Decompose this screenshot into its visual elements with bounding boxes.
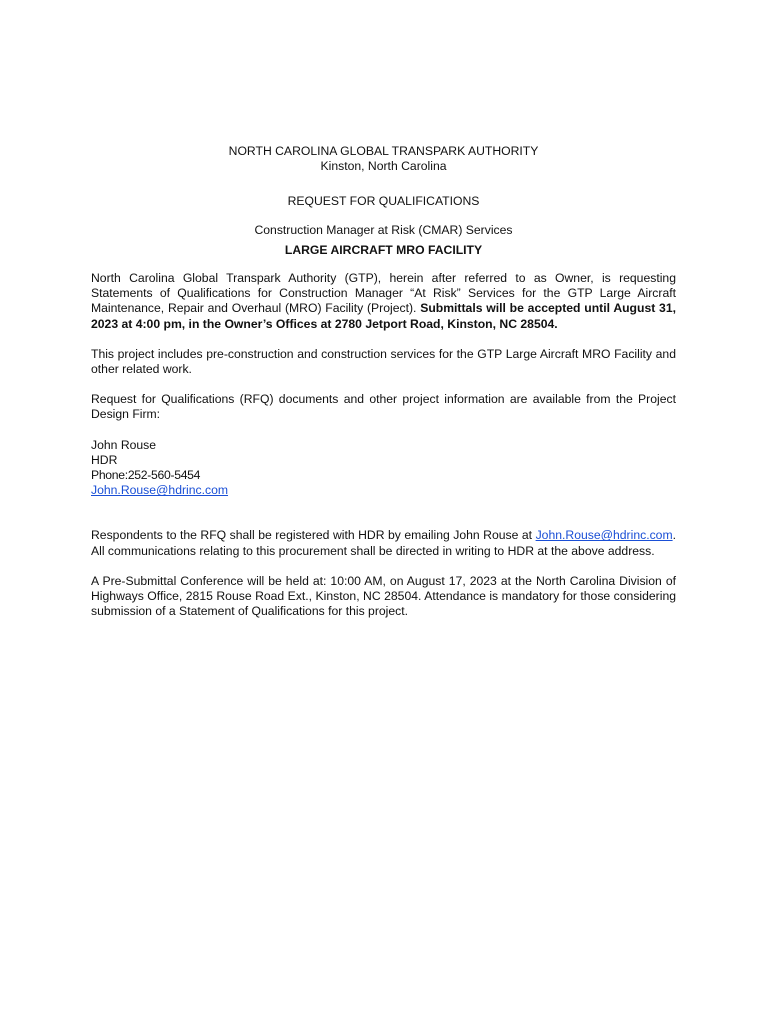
paragraph-invitation bbox=[91, 271, 676, 332]
paragraph-registration-text: Respondents to the RFQ shall be registered with HDR by emailing John Rouse at bbox=[91, 528, 533, 543]
document-body bbox=[91, 144, 676, 619]
services-line: Construction Manager at Risk (CMAR) Services bbox=[254, 222, 513, 237]
paragraph-invitation-text: North Carolina Global Transpark Authority (GTP), herein after referred to as Owner, is requesting Statements of Qualifications for Construction Manager “At Risk” Services for the GTP Large Aircraft Maintenance, Repair and Overhaul (MRO) Facility (Project). bbox=[91, 271, 676, 316]
contact-company: HDR bbox=[91, 452, 118, 467]
contact-name: John Rouse bbox=[91, 437, 157, 452]
paragraph-rfq-availability: Request for Qualifications (RFQ) documents and other project information are available from the Project Design Firm: bbox=[91, 392, 676, 422]
project-title: LARGE AIRCRAFT MRO FACILITY bbox=[284, 242, 483, 257]
submittal-deadline: Submittals will be accepted until August 31, 2023 at 4:00 pm, in the Owner’s Offices at 2780 Jetport Road, Kinston, NC 28504. bbox=[91, 301, 676, 331]
registration-email-link[interactable]: John.Rouse@hdrinc.com bbox=[535, 528, 673, 543]
contact-block bbox=[91, 438, 676, 499]
paragraph-scope: This project includes pre-construction and construction services for the GTP Large Aircraft MRO Facility and other related work. bbox=[91, 346, 676, 377]
paragraph-registration-rest: . All communications relating to this procurement shall be directed in writing to HDR at the above address. bbox=[91, 528, 676, 558]
contact-email-link[interactable]: John.Rouse@hdrinc.com bbox=[91, 483, 229, 498]
paragraph-pre-submittal: A Pre-Submittal Conference will be held at: 10:00 AM, on August 17, 2023 at the North Carolina Division of Highways Office, 2815 Rouse Road Ext., Kinston, NC 28504. Attendance is mandatory for those considering submission of a Statement of Qualifications for this project. bbox=[91, 573, 676, 619]
agency-location: Kinston, North Carolina bbox=[320, 159, 447, 174]
contact-phone: Phone:252-560-5454 bbox=[91, 468, 201, 483]
agency-name: NORTH CAROLINA GLOBAL TRANSPARK AUTHORITY bbox=[228, 144, 539, 158]
rfq-heading: REQUEST FOR QUALIFICATIONS bbox=[287, 194, 480, 209]
paragraph-registration bbox=[91, 528, 676, 558]
